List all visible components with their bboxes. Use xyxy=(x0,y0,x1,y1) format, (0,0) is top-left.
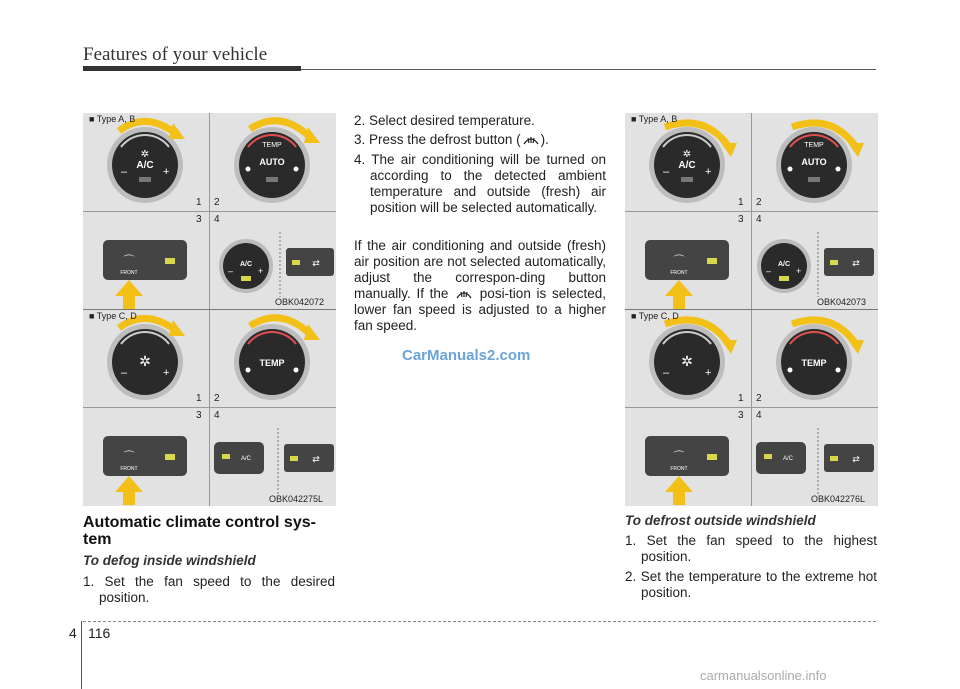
svg-text:–: – xyxy=(663,367,670,379)
footer-rule xyxy=(83,621,876,622)
svg-text:TEMP: TEMP xyxy=(801,358,827,368)
paragraph-manual-text: If the air conditioning and outside (fresh) air position are not selected automatically, adjust the correspon-ding button manually. If the xyxy=(354,238,606,301)
svg-text:–: – xyxy=(121,367,128,379)
step-3-text: 3. Press the defrost button ( xyxy=(354,132,521,147)
ac-knob-illustration xyxy=(752,212,878,310)
svg-text:+: + xyxy=(163,367,170,379)
svg-text:⌒: ⌒ xyxy=(123,254,135,267)
fan-knob-illustration-cd xyxy=(625,310,751,408)
temp-knob-illustration xyxy=(752,113,878,211)
step-1-defrost: 1. Set the fan speed to the highest position. xyxy=(625,533,877,564)
svg-text:⌒: ⌒ xyxy=(123,450,135,463)
svg-text:A/C: A/C xyxy=(777,261,791,268)
step-3 xyxy=(354,132,606,148)
header-title: Features of your vehicle xyxy=(83,44,268,65)
callout-2: 2 xyxy=(756,197,762,208)
callout-1: 1 xyxy=(738,197,744,208)
step-1-defog: 1. Set the fan speed to the desired position. xyxy=(83,574,335,605)
ac-button-illustration-cd xyxy=(210,408,336,506)
svg-text:–: – xyxy=(228,266,234,276)
svg-text:A/C: A/C xyxy=(782,456,794,462)
figure-code: OBK042276L xyxy=(811,494,866,504)
paragraph-manual xyxy=(354,238,606,334)
figure-right xyxy=(625,113,878,506)
callout-3: 3 xyxy=(196,214,202,225)
front-defrost-button-illustration xyxy=(625,212,751,310)
page-number: 116 xyxy=(88,625,111,641)
figure-code: OBK042072 xyxy=(275,297,325,307)
front-defrost-button-illustration xyxy=(83,212,209,310)
defrost-icon xyxy=(521,133,541,146)
svg-text:–: – xyxy=(121,166,128,178)
step-2: 2. Select desired temperature. xyxy=(354,113,535,128)
fan-knob-illustration xyxy=(83,113,209,211)
svg-text:+: + xyxy=(705,166,712,178)
footer-divider xyxy=(81,621,82,689)
callout-1: 1 xyxy=(738,393,744,404)
svg-text:✲: ✲ xyxy=(682,149,692,160)
svg-text:AUTO: AUTO xyxy=(259,157,285,167)
svg-text:FRONT: FRONT xyxy=(670,270,688,276)
svg-text:A/C: A/C xyxy=(136,160,154,171)
temp-knob-illustration-cd xyxy=(752,310,878,408)
svg-text:⌒: ⌒ xyxy=(673,254,685,267)
callout-4: 4 xyxy=(214,214,220,225)
figure-left xyxy=(83,113,336,506)
callout-3: 3 xyxy=(738,410,744,421)
callout-1: 1 xyxy=(196,393,202,404)
svg-text:⇄: ⇄ xyxy=(852,455,860,465)
step-4: 4. The air conditioning will be turned on according to the detected ambient temperature and outside (fresh) air position will be selected automatically. xyxy=(354,152,606,215)
temp-knob-illustration-cd xyxy=(210,310,336,408)
callout-3: 3 xyxy=(738,214,744,225)
svg-text:+: + xyxy=(163,166,170,178)
svg-text:TEMP: TEMP xyxy=(804,142,824,149)
svg-text:⇄: ⇄ xyxy=(312,259,320,269)
svg-text:A/C: A/C xyxy=(239,261,253,268)
front-defrost-button-illustration-cd xyxy=(625,408,751,506)
svg-text:A/C: A/C xyxy=(240,456,252,462)
svg-text:AUTO: AUTO xyxy=(801,157,827,167)
header-rule-thin xyxy=(301,69,876,70)
callout-2: 2 xyxy=(214,197,220,208)
paragraph-manual-text-end: posi-tion is selected, lower fan speed is adjusted to a higher fan speed. xyxy=(354,286,606,333)
site-watermark: carmanualsonline.info xyxy=(700,668,827,683)
svg-text:⇄: ⇄ xyxy=(312,455,320,465)
svg-text:✲: ✲ xyxy=(140,149,150,160)
front-defrost-button-illustration-cd xyxy=(83,408,209,506)
type-ab-label: ■ Type A, B xyxy=(631,114,678,124)
section-heading: Automatic climate control sys-tem xyxy=(83,514,316,548)
svg-text:FRONT: FRONT xyxy=(120,466,138,472)
chapter-number: 4 xyxy=(69,625,77,641)
callout-4: 4 xyxy=(756,214,762,225)
svg-text:–: – xyxy=(663,166,670,178)
type-cd-label: ■ Type C, D xyxy=(89,311,137,321)
type-cd-label: ■ Type C, D xyxy=(631,311,679,321)
ac-knob-illustration xyxy=(210,212,336,310)
fan-knob-illustration-cd xyxy=(83,310,209,408)
svg-text:⇄: ⇄ xyxy=(852,259,860,269)
svg-text:A/C: A/C xyxy=(678,160,696,171)
watermark: CarManuals2.com xyxy=(402,347,531,364)
svg-text:✲: ✲ xyxy=(139,354,151,370)
callout-3: 3 xyxy=(196,410,202,421)
figure-code: OBK042275L xyxy=(269,494,324,504)
svg-text:⌒: ⌒ xyxy=(673,450,685,463)
svg-text:TEMP: TEMP xyxy=(259,358,285,368)
callout-2: 2 xyxy=(756,393,762,404)
svg-text:FRONT: FRONT xyxy=(120,270,138,276)
svg-text:FRONT: FRONT xyxy=(670,466,688,472)
svg-text:✲: ✲ xyxy=(681,354,693,370)
header-rule-thick xyxy=(83,66,301,71)
subheading-defrost: To defrost outside windshield xyxy=(625,513,816,528)
subheading-defog: To defog inside windshield xyxy=(83,553,256,568)
defrost-icon xyxy=(454,287,474,300)
svg-text:TEMP: TEMP xyxy=(262,142,282,149)
type-ab-label: ■ Type A, B xyxy=(89,114,136,124)
callout-2: 2 xyxy=(214,393,220,404)
callout-4: 4 xyxy=(214,410,220,421)
fan-knob-illustration xyxy=(625,113,751,211)
temp-knob-illustration xyxy=(210,113,336,211)
ac-button-illustration-cd xyxy=(752,408,878,506)
step-3-text-end: ). xyxy=(540,132,549,147)
svg-text:+: + xyxy=(796,266,802,276)
figure-code: OBK042073 xyxy=(817,297,867,307)
callout-1: 1 xyxy=(196,197,202,208)
svg-text:–: – xyxy=(766,266,772,276)
svg-text:+: + xyxy=(258,266,264,276)
callout-4: 4 xyxy=(756,410,762,421)
svg-text:+: + xyxy=(705,367,712,379)
step-2-defrost: 2. Set the temperature to the extreme hot position. xyxy=(625,569,877,600)
